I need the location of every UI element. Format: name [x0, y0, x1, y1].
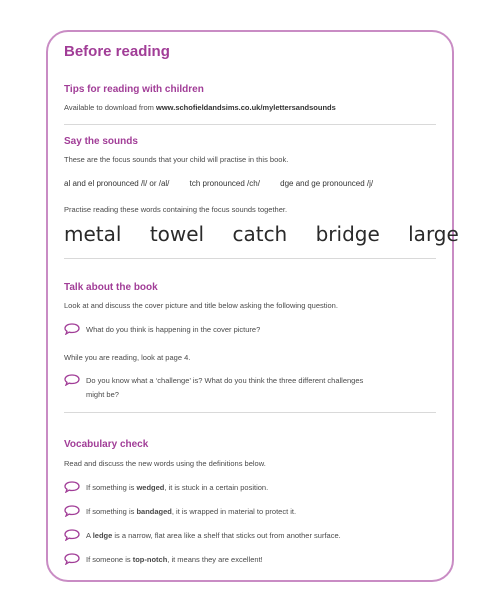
word-2: towel	[149, 222, 205, 246]
divider	[64, 412, 436, 413]
word-1: metal	[64, 222, 122, 246]
tips-heading: Tips for reading with children	[64, 84, 204, 95]
divider	[64, 124, 436, 125]
vocab-word: wedged	[136, 483, 165, 492]
word-4: bridge	[315, 222, 380, 246]
focus-sound-3: dge and ge pronounced /j/	[280, 179, 374, 188]
say-sounds-heading: Say the sounds	[64, 136, 138, 147]
practice-words	[64, 222, 481, 246]
speech-bubble-icon	[64, 529, 80, 541]
vocab-word: bandaged	[136, 507, 172, 516]
focus-sound-1: al and el pronounced /l/ or /al/	[64, 179, 170, 188]
speech-bubble-icon	[64, 481, 80, 493]
divider	[64, 258, 436, 259]
speech-bubble-icon	[64, 505, 80, 517]
tips-text: Available to download from www.schofieldandsims.co.uk/mylettersandsounds	[64, 103, 336, 112]
word-3: catch	[232, 222, 288, 246]
talk-intro: Look at and discuss the cover picture and title below asking the following question.	[64, 301, 338, 310]
tips-url[interactable]: www.schofieldandsims.co.uk/mylettersandsounds	[156, 103, 336, 112]
vocab-word: ledge	[92, 531, 113, 540]
while-reading-text: While you are reading, look at page 4.	[64, 353, 191, 362]
focus-sound-2: tch pronounced /ch/	[189, 179, 260, 188]
speech-bubble-icon	[64, 323, 80, 335]
talk-heading: Talk about the book	[64, 282, 158, 293]
practise-text: Practise reading these words containing the focus sounds together.	[64, 205, 288, 214]
vocab-intro: Read and discuss the new words using the definitions below.	[64, 459, 266, 468]
word-5: large	[408, 222, 459, 246]
page-title: Before reading	[64, 43, 170, 60]
say-sounds-intro: These are the focus sounds that your child will practise in this book.	[64, 155, 289, 164]
focus-sounds	[64, 179, 391, 188]
speech-bubble-icon	[64, 374, 80, 386]
vocab-word: top-notch	[132, 555, 168, 564]
speech-bubble-icon	[64, 553, 80, 565]
vocab-heading: Vocabulary check	[64, 439, 149, 450]
